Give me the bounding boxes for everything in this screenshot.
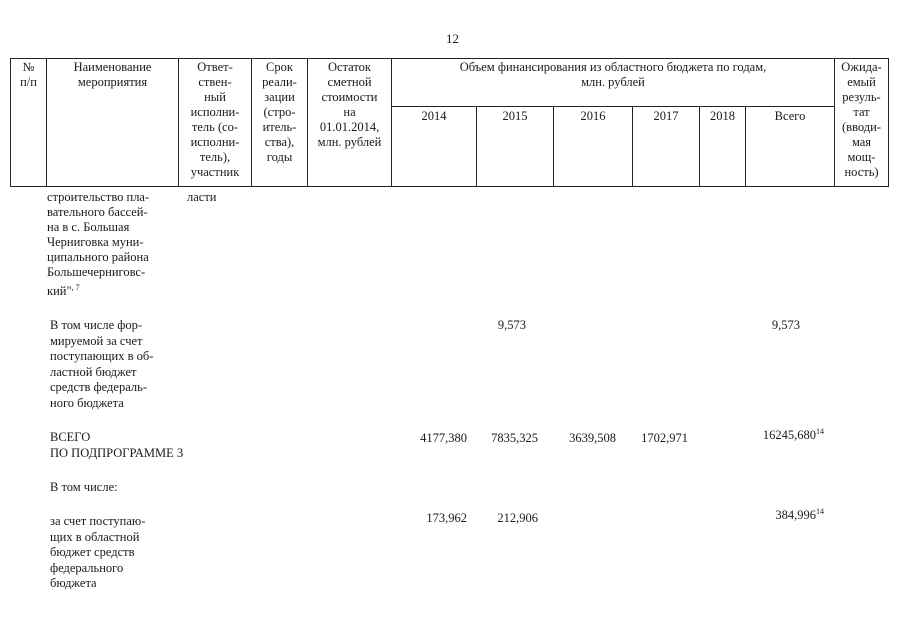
header-balance: Остаток сметной стоимости на 01.01.2014, млн. рублей (308, 59, 392, 187)
header-year-2014: 2014 (392, 107, 477, 187)
row4-2014: 173,962 (426, 511, 467, 525)
header-year-2017: 2017 (633, 107, 700, 187)
row2-2016: 3639,508 (569, 431, 616, 445)
continued-name (47, 190, 182, 299)
continued-responsible: ласти (187, 190, 217, 204)
header-total: Всего (746, 107, 835, 187)
row4-2015: 212,906 (497, 511, 538, 525)
row2-total (720, 428, 824, 443)
header-period: Срок реали- зации (стро- итель- ства), годы (252, 59, 308, 187)
continued-name-footnote: , 7 (71, 283, 80, 292)
header-responsible: Ответ- ствен- ный исполни- тель (со- исполни- тель), участник (179, 59, 252, 187)
table-header (10, 58, 889, 187)
row1-2015: 9,573 (497, 318, 526, 332)
row4-total-footnote: 14 (816, 507, 824, 516)
row-label-federal-part: В том числе фор- мируемой за счет поступающих в об- ластной бюджет средств федераль- ного бюджета (50, 318, 154, 410)
row1-total: 9,573 (771, 318, 800, 332)
row-label-including: В том числе: (50, 480, 118, 494)
row2-2014: 4177,380 (420, 431, 467, 445)
header-year-2018: 2018 (700, 107, 746, 187)
header-result: Ожида- емый резуль- тат (вводи- мая мощ- ность) (835, 59, 889, 187)
row2-2017: 1702,971 (641, 431, 688, 445)
header-name: Наименование мероприятия (47, 59, 179, 187)
header-year-2015: 2015 (477, 107, 554, 187)
header-funding: Объем финансирования из областного бюджета по годам, млн. рублей (392, 59, 835, 107)
row2-2015: 7835,325 (491, 431, 538, 445)
row4-total (720, 508, 824, 523)
row4-total-value: 384,996 (775, 508, 816, 522)
page-number: 12 (446, 31, 459, 46)
row-label-subprogram-total: ВСЕГО ПО ПОДПРОГРАММЕ 3 (50, 430, 184, 460)
header-year-2016: 2016 (554, 107, 633, 187)
header-number: № п/п (11, 59, 47, 187)
row2-total-footnote: 14 (816, 427, 824, 436)
row-label-federal-total: за счет поступаю- щих в областной бюджет средств федерального бюджета (50, 514, 146, 591)
row2-total-value: 16245,680 (762, 428, 816, 442)
continued-name-text: строительство пла- вательного бассей- на в с. Большая Черниговка муни- ципального района Большечерниговс- кий" (47, 190, 150, 298)
